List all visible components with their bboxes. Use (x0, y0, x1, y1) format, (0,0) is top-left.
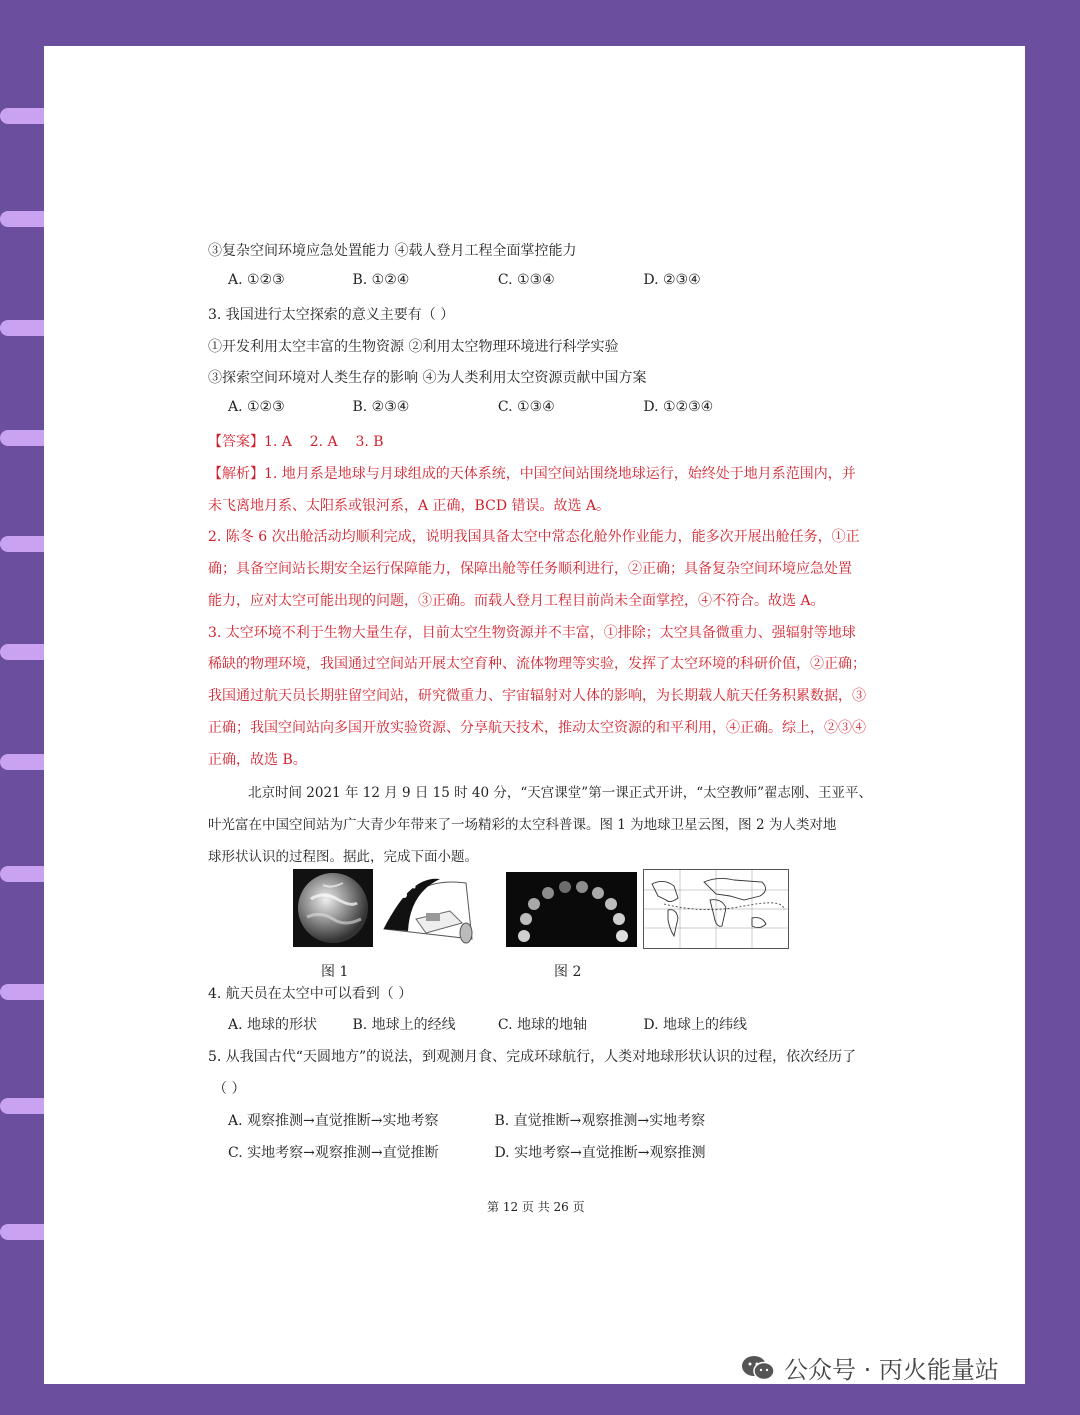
q3-line: ①开发利用太空丰富的生物资源 ②利用太空物理环境进行科学实验 (208, 339, 619, 355)
passage-line: 球形状认识的过程图。据此，完成下面小题。 (208, 849, 478, 865)
q3-option-d[interactable]: D. ①②③④ (643, 399, 714, 415)
q5-option-d[interactable]: D. 实地考察→直觉推断→观察推测 (494, 1145, 706, 1161)
wechat-icon (740, 1354, 776, 1382)
analysis-line: 3. 太空环境不利于生物大量生存，目前太空生物资源并不丰富，①排除；太空具备微重力、强辐射等地球 (208, 625, 856, 641)
passage-line: 北京时间 2021 年 12 月 9 日 15 时 40 分，“天宫课堂”第一课正式开讲，“太空教师”翟志刚、王亚平、 (248, 785, 872, 801)
q2-line: ③复杂空间环境应急处置能力 ④载人登月工程全面掌控能力 (208, 243, 577, 259)
q5-stem: 5. 从我国古代“天圆地方”的说法，到观测月食、完成环球航行，人类对地球形状认识的过程，依次经历了 (208, 1049, 857, 1065)
q2-option-c[interactable]: C. ①③④ (497, 272, 555, 288)
world-map-image (643, 869, 789, 949)
q5-option-b[interactable]: B. 直觉推断→观察推测→实地考察 (494, 1113, 706, 1129)
earth-satellite-image (293, 869, 373, 947)
q3-stem: 3. 我国进行太空探索的意义主要有（ ） (208, 307, 455, 323)
q2-option-b[interactable]: B. ①②④ (352, 272, 410, 288)
q3-line: ③探索空间环境对人类生存的影响 ④为人类利用太空资源贡献中国方案 (208, 370, 647, 386)
dome-sky-diagram (380, 873, 476, 945)
analysis-text: 1. 地月系是地球与月球组成的天体系统，中国空间站围绕地球运行，始终处于地月系范围内，并 (264, 466, 856, 482)
q4-stem: 4. 航天员在太空中可以看到（ ） (208, 986, 413, 1002)
q3-option-a[interactable]: A. ①②③ (228, 399, 285, 415)
q2-options (228, 272, 701, 288)
analysis-line (208, 463, 856, 483)
figure-2-caption: 图 2 (554, 964, 582, 980)
q4-option-b[interactable]: B. 地球上的经线 (352, 1017, 456, 1033)
analysis-line: 确；具备空间站长期安全运行保障能力，保障出舱等任务顺利进行，②正确；具备复杂空间环境应急处置 (208, 561, 852, 577)
q2-option-d[interactable]: D. ②③④ (643, 272, 701, 288)
q4-options (228, 1014, 747, 1034)
q2-option-a[interactable]: A. ①②③ (228, 272, 285, 288)
q5-options-row2 (228, 1142, 706, 1162)
q3-options (228, 399, 713, 415)
q5-paren: （ ） (213, 1081, 246, 1097)
analysis-line: 能力，应对太空可能出现的问题，③正确。而载人登月工程目前尚未全面掌控，④不符合。故选 A。 (208, 593, 825, 609)
lunar-eclipse-image (506, 872, 637, 947)
answer-label: 【答案】 (208, 434, 264, 450)
q4-option-d[interactable]: D. 地球上的纬线 (643, 1017, 747, 1033)
q3-option-c[interactable]: C. ①③④ (497, 399, 555, 415)
q5-options-row1 (228, 1110, 705, 1130)
watermark-text: 公众号 · 丙火能量站 (784, 1356, 999, 1384)
q5-option-c[interactable]: C. 实地考察→观察推测→直觉推断 (228, 1145, 439, 1161)
q5-option-a[interactable]: A. 观察推测→直觉推断→实地考察 (228, 1113, 439, 1129)
watermark (740, 1350, 999, 1385)
figure-1-caption: 图 1 (321, 964, 349, 980)
passage-line: 叶光富在中国空间站为广大青少年带来了一场精彩的太空科普课。图 1 为地球卫星云图，图 2 为人类对地 (208, 817, 837, 833)
q4-option-a[interactable]: A. 地球的形状 (228, 1017, 318, 1033)
answer-line (208, 431, 384, 451)
q4-option-c[interactable]: C. 地球的地轴 (497, 1017, 588, 1033)
answer-text: 1. A 2. A 3. B (264, 434, 384, 450)
analysis-line: 未飞离地月系、太阳系或银河系，A 正确，BCD 错误。故选 A。 (208, 498, 611, 514)
analysis-line: 2. 陈冬 6 次出舱活动均顺利完成，说明我国具备太空中常态化舱外作业能力，能多次开展出舱任务，①正 (208, 529, 860, 545)
page-number: 第 12 页 共 26 页 (487, 1200, 585, 1214)
q3-option-b[interactable]: B. ②③④ (352, 399, 410, 415)
analysis-line: 我国通过航天员长期驻留空间站，研究微重力、宇宙辐射对人体的影响，为长期载人航天任务积累数据，③ (208, 688, 866, 704)
analysis-label: 【解析】 (208, 466, 264, 482)
analysis-line: 正确，故选 B。 (208, 752, 307, 768)
analysis-line: 正确；我国空间站向多国开放实验资源、分享航天技术，推动太空资源的和平利用，④正确。综上，②③④ (208, 720, 866, 736)
analysis-line: 稀缺的物理环境，我国通过空间站开展太空育种、流体物理等实验，发挥了太空环境的科研价值，②正确； (208, 656, 866, 672)
